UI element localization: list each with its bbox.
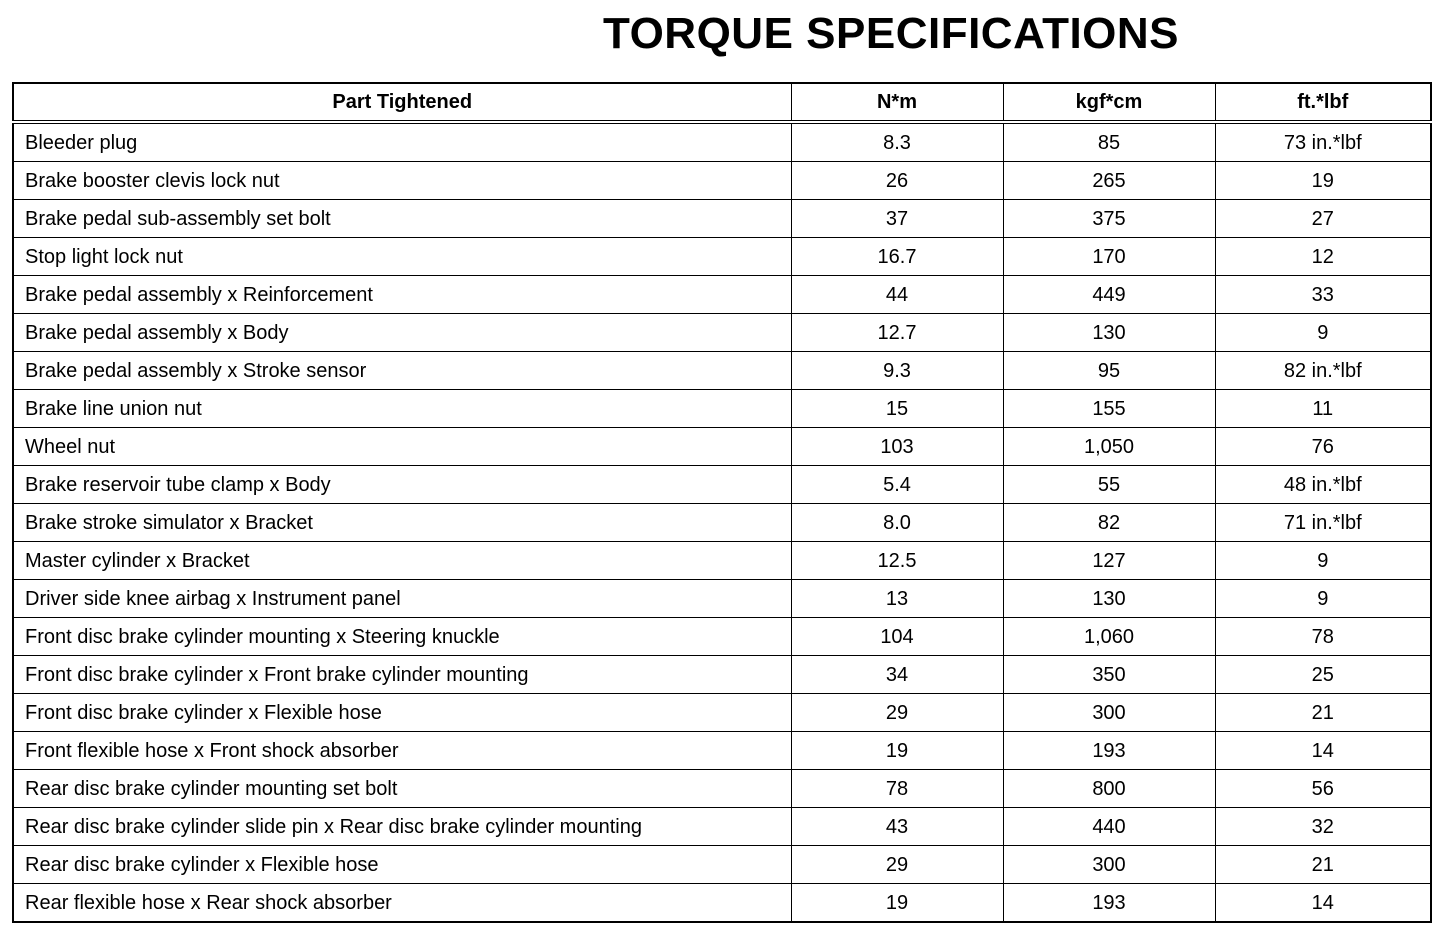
- ft-cell: 21: [1215, 846, 1431, 884]
- ft-cell: 33: [1215, 276, 1431, 314]
- kgf-cell: 300: [1003, 694, 1215, 732]
- header-newton-meter: N*m: [791, 83, 1003, 122]
- header-ft-lbf: ft.*lbf: [1215, 83, 1431, 122]
- ft-cell: 78: [1215, 618, 1431, 656]
- ft-cell: 73 in.*lbf: [1215, 122, 1431, 162]
- part-cell: Brake pedal assembly x Stroke sensor: [13, 352, 791, 390]
- kgf-cell: 82: [1003, 504, 1215, 542]
- table-header-row: [13, 83, 1431, 122]
- nm-cell: 78: [791, 770, 1003, 808]
- kgf-cell: 155: [1003, 390, 1215, 428]
- kgf-cell: 375: [1003, 200, 1215, 238]
- part-cell: Brake pedal assembly x Reinforcement: [13, 276, 791, 314]
- nm-cell: 12.7: [791, 314, 1003, 352]
- nm-cell: 34: [791, 656, 1003, 694]
- kgf-cell: 300: [1003, 846, 1215, 884]
- nm-cell: 37: [791, 200, 1003, 238]
- table-row: [13, 122, 1431, 162]
- kgf-cell: 127: [1003, 542, 1215, 580]
- kgf-cell: 193: [1003, 732, 1215, 770]
- ft-cell: 14: [1215, 884, 1431, 923]
- table-row: [13, 504, 1431, 542]
- table-row: [13, 770, 1431, 808]
- table-row: [13, 732, 1431, 770]
- nm-cell: 5.4: [791, 466, 1003, 504]
- ft-cell: 11: [1215, 390, 1431, 428]
- nm-cell: 19: [791, 884, 1003, 923]
- part-cell: Driver side knee airbag x Instrument panel: [13, 580, 791, 618]
- kgf-cell: 55: [1003, 466, 1215, 504]
- ft-cell: 9: [1215, 542, 1431, 580]
- table-row: [13, 656, 1431, 694]
- ft-cell: 82 in.*lbf: [1215, 352, 1431, 390]
- nm-cell: 19: [791, 732, 1003, 770]
- ft-cell: 32: [1215, 808, 1431, 846]
- kgf-cell: 1,060: [1003, 618, 1215, 656]
- ft-cell: 14: [1215, 732, 1431, 770]
- table-row: [13, 618, 1431, 656]
- part-cell: Front disc brake cylinder x Flexible hose: [13, 694, 791, 732]
- part-cell: Wheel nut: [13, 428, 791, 466]
- ft-cell: 48 in.*lbf: [1215, 466, 1431, 504]
- nm-cell: 16.7: [791, 238, 1003, 276]
- ft-cell: 9: [1215, 314, 1431, 352]
- header-part-tightened: Part Tightened: [13, 83, 791, 122]
- nm-cell: 12.5: [791, 542, 1003, 580]
- nm-cell: 15: [791, 390, 1003, 428]
- kgf-cell: 85: [1003, 122, 1215, 162]
- part-cell: Rear disc brake cylinder slide pin x Rear disc brake cylinder mounting: [13, 808, 791, 846]
- kgf-cell: 350: [1003, 656, 1215, 694]
- nm-cell: 43: [791, 808, 1003, 846]
- table-row: [13, 276, 1431, 314]
- nm-cell: 26: [791, 162, 1003, 200]
- ft-cell: 25: [1215, 656, 1431, 694]
- table-row: [13, 162, 1431, 200]
- table-row: [13, 200, 1431, 238]
- part-cell: Rear disc brake cylinder x Flexible hose: [13, 846, 791, 884]
- kgf-cell: 449: [1003, 276, 1215, 314]
- part-cell: Front disc brake cylinder x Front brake cylinder mounting: [13, 656, 791, 694]
- part-cell: Brake booster clevis lock nut: [13, 162, 791, 200]
- table-row: [13, 580, 1431, 618]
- nm-cell: 8.0: [791, 504, 1003, 542]
- table-row: [13, 542, 1431, 580]
- nm-cell: 103: [791, 428, 1003, 466]
- header-kgf-cm: kgf*cm: [1003, 83, 1215, 122]
- kgf-cell: 170: [1003, 238, 1215, 276]
- part-cell: Brake pedal sub-assembly set bolt: [13, 200, 791, 238]
- kgf-cell: 800: [1003, 770, 1215, 808]
- table-body: [13, 122, 1431, 922]
- table-row: [13, 238, 1431, 276]
- part-cell: Brake stroke simulator x Bracket: [13, 504, 791, 542]
- part-cell: Brake line union nut: [13, 390, 791, 428]
- part-cell: Bleeder plug: [13, 122, 791, 162]
- table-row: [13, 694, 1431, 732]
- table-row: [13, 884, 1431, 923]
- part-cell: Rear disc brake cylinder mounting set bolt: [13, 770, 791, 808]
- nm-cell: 9.3: [791, 352, 1003, 390]
- table-row: [13, 390, 1431, 428]
- nm-cell: 8.3: [791, 122, 1003, 162]
- kgf-cell: 95: [1003, 352, 1215, 390]
- nm-cell: 44: [791, 276, 1003, 314]
- kgf-cell: 265: [1003, 162, 1215, 200]
- ft-cell: 19: [1215, 162, 1431, 200]
- nm-cell: 29: [791, 846, 1003, 884]
- table-row: [13, 428, 1431, 466]
- part-cell: Master cylinder x Bracket: [13, 542, 791, 580]
- kgf-cell: 130: [1003, 580, 1215, 618]
- nm-cell: 29: [791, 694, 1003, 732]
- part-cell: Stop light lock nut: [13, 238, 791, 276]
- kgf-cell: 193: [1003, 884, 1215, 923]
- ft-cell: 56: [1215, 770, 1431, 808]
- table-row: [13, 846, 1431, 884]
- part-cell: Rear flexible hose x Rear shock absorber: [13, 884, 791, 923]
- part-cell: Brake pedal assembly x Body: [13, 314, 791, 352]
- torque-spec-table: [12, 82, 1432, 923]
- kgf-cell: 130: [1003, 314, 1215, 352]
- ft-cell: 27: [1215, 200, 1431, 238]
- kgf-cell: 440: [1003, 808, 1215, 846]
- nm-cell: 13: [791, 580, 1003, 618]
- ft-cell: 76: [1215, 428, 1431, 466]
- part-cell: Front disc brake cylinder mounting x Steering knuckle: [13, 618, 791, 656]
- kgf-cell: 1,050: [1003, 428, 1215, 466]
- ft-cell: 9: [1215, 580, 1431, 618]
- nm-cell: 104: [791, 618, 1003, 656]
- table-row: [13, 466, 1431, 504]
- table-row: [13, 808, 1431, 846]
- ft-cell: 71 in.*lbf: [1215, 504, 1431, 542]
- ft-cell: 12: [1215, 238, 1431, 276]
- part-cell: Brake reservoir tube clamp x Body: [13, 466, 791, 504]
- table-row: [13, 314, 1431, 352]
- ft-cell: 21: [1215, 694, 1431, 732]
- table-row: [13, 352, 1431, 390]
- page-title: TORQUE SPECIFICATIONS: [603, 9, 1180, 58]
- part-cell: Front flexible hose x Front shock absorber: [13, 732, 791, 770]
